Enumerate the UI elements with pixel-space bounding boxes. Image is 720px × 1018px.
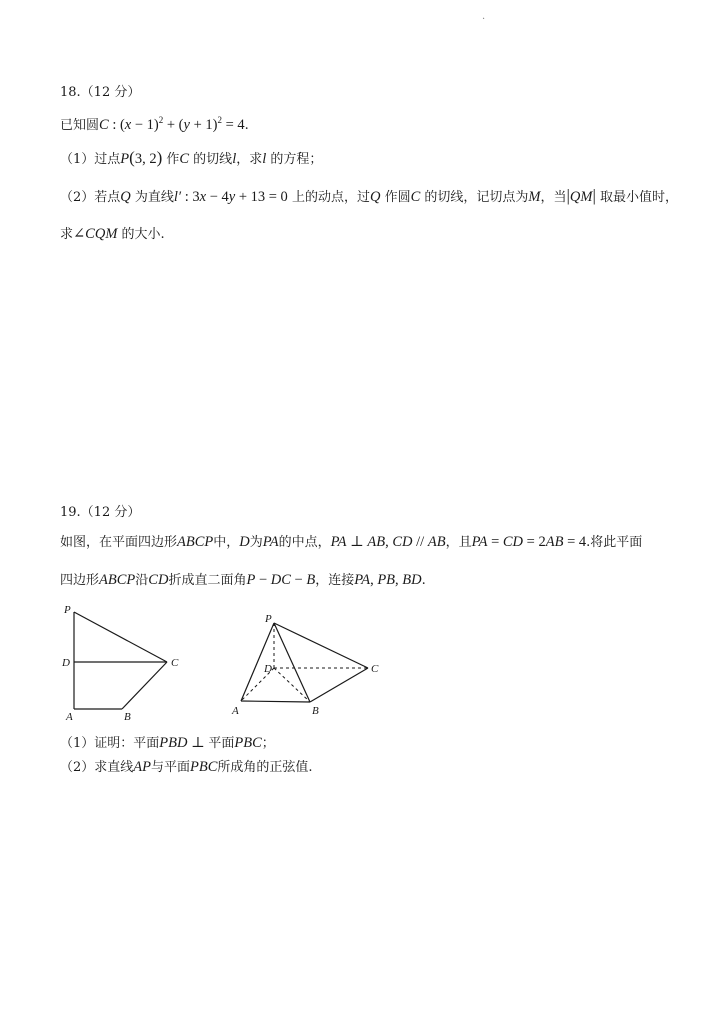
q18-part2-line1: （2）若点Q 为直线l′ : 3x − 4y + 13 = 0 上的动点，过Q 作圆C 的切线，记切点为M，当|QM| 取最小值时， (60, 186, 679, 205)
label-A: A (66, 711, 73, 723)
q18-given: 已知圆C : $(x - 1)^2 + (y + 1)^2 = 4$. (60, 115, 249, 133)
q19-part2: （2）求直线AP与平面PBC所成角的正弦值. (60, 759, 313, 775)
label-A: A (232, 705, 239, 717)
q19-header: 19.（12 分） (60, 505, 141, 520)
q19-line2: 四边形ABCP沿CD折成直二面角P − DC − B，连接PA, PB, BD. (60, 572, 426, 588)
label-C: C (371, 663, 379, 675)
q18-header: 18.（12 分） (60, 85, 141, 100)
q19-line1: 如图，在平面四边形ABCP中，D为PA的中点，PA ⊥ AB, CD // AB，且PA = CD = 2AB = 4.将此平面 (60, 534, 643, 550)
label-B: B (312, 705, 319, 717)
q18-part2-line2: 求∠CQM 的大小. (60, 226, 165, 242)
label-P: P (265, 613, 272, 625)
label-B: B (124, 711, 131, 723)
label-P: P (64, 604, 71, 616)
figure-folded-solid (228, 610, 388, 724)
page-mark: · (482, 14, 486, 25)
q18-part1: （1）过点P(3, 2) 作C 的切线l，求l 的方程； (60, 148, 323, 167)
figure-planar-quadrilateral (60, 600, 190, 729)
q19-part1: （1）证明：平面PBD ⊥ 平面PBC； (60, 735, 275, 751)
label-D: D (264, 663, 272, 675)
label-D: D (62, 657, 70, 669)
label-C: C (171, 657, 179, 669)
